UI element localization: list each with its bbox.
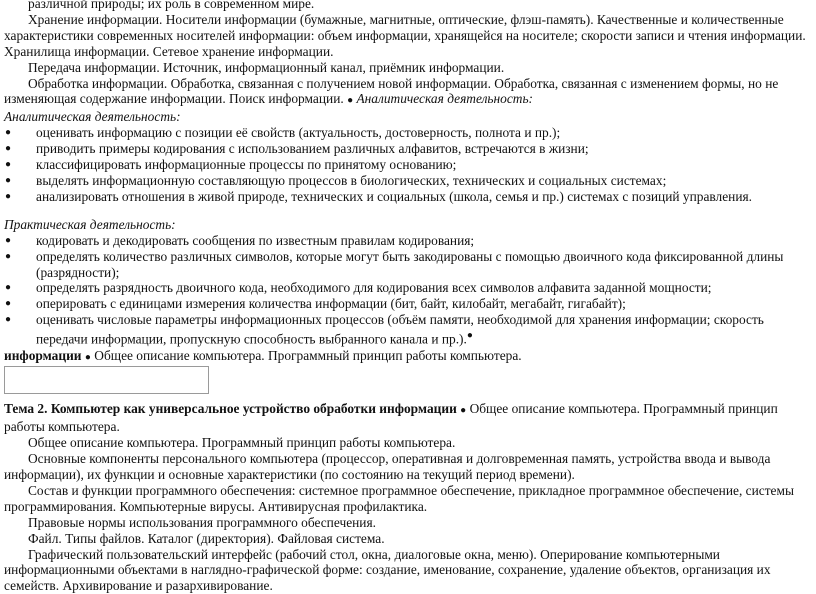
info-line-bold: информации — [4, 347, 82, 363]
paragraph-components: Основные компоненты персонального компьютера (процессор, оперативная и долговременная память, устройства ввода и вывода информации), их функции и основные характеристики (по состоянию на текущий период времени). — [4, 451, 771, 483]
bullet-icon: ● — [460, 405, 467, 417]
paragraph-top-fragment: различной природы; их роль в современном мире. — [28, 0, 315, 11]
topic-2-title: Тема 2. Компьютер как универсальное устройство обработки информации — [4, 401, 457, 417]
bullet-icon: ● — [5, 282, 12, 294]
paragraph-transfer: Передача информации. Источник, информационный канал, приёмник информации. — [28, 59, 505, 75]
bullet-icon: ● — [5, 143, 12, 155]
list-item — [4, 233, 812, 249]
paragraph-files: Файл. Типы файлов. Каталог (директория). Файловая система. — [28, 530, 385, 546]
analytic-inline-label: Аналитическая деятельность: — [356, 91, 534, 107]
list-item-text: приводить примеры кодирования с использованием различных алфавитов, встречаются в жизни; — [36, 141, 589, 157]
list-item — [4, 125, 812, 141]
list-item-text: анализировать отношения в живой природе, технических и социальных (школа, семья и пр.) системах с позиций управления. — [36, 188, 752, 204]
bullet-icon: ● — [5, 127, 12, 139]
list-item-text: классифицировать информационные процессы по принятому основанию; — [36, 157, 457, 173]
list-item — [4, 249, 812, 281]
empty-frame — [4, 366, 209, 394]
list-item — [4, 173, 812, 189]
bullet-icon: ● — [5, 174, 12, 186]
list-item — [4, 296, 812, 312]
list-item — [4, 312, 812, 347]
bullet-icon: ● — [5, 314, 12, 326]
bullet-icon: ● — [5, 159, 12, 171]
paragraph-general: Общее описание компьютера. Программный принцип работы компьютера. — [28, 435, 456, 451]
topic-2-heading — [4, 401, 812, 435]
processing-text: Обработка информации. Обработка, связанная с получением новой информации. Обработка, связанная с изменением формы, но не изменяющая содержание информации. Поиск информации. — [4, 75, 779, 107]
bullet-icon: ● — [5, 234, 12, 246]
list-item-text: выделять информационную составляющую процессов в биологических, технических и социальных системах; — [36, 172, 667, 188]
info-line-text: Общее описание компьютера. Программный принцип работы компьютера. — [94, 347, 522, 363]
list-item — [4, 189, 812, 205]
list-item-text: оценивать числовые параметры информационных процессов (объём памяти, необходимой для хранения информации; скорость передачи информации, пропускную способность выбранного канала и пр.). — [36, 312, 764, 347]
paragraph-software: Состав и функции программного обеспечения: системное программное обеспечение, прикладное программное обеспечение, системы программирования. Компьютерные вирусы. Антивирусная профилактика. — [4, 482, 794, 514]
practical-heading: Практическая деятельность: — [4, 216, 176, 232]
paragraph-storage: Хранение информации. Носители информации (бумажные, магнитные, оптические, флэш-память). Качественные и количественные характеристики современных носителей информации: объем информации, хранящейся на носителе; скорости записи и чтения информации. Хранилища информации. Сетевое хранение информации. — [4, 11, 806, 59]
list-item-text: определять разрядность двоичного кода, необходимого для кодирования всех символов алфавита заданной мощности; — [36, 280, 712, 296]
list-item-text: оперировать с единицами измерения количества информации (бит, байт, килобайт, мегабайт, гигабайт); — [36, 296, 626, 312]
bullet-icon: ● — [84, 351, 91, 363]
bullet-icon: ● — [5, 190, 12, 202]
spacer — [4, 205, 812, 217]
bullet-icon: ● — [5, 298, 12, 310]
list-item — [4, 141, 812, 157]
analytic-heading: Аналитическая деятельность: — [4, 109, 181, 125]
list-item-text: кодировать и декодировать сообщения по известным правилам кодирования; — [36, 232, 475, 248]
topic-2-text: Общее описание компьютера. Программный принцип работы компьютера. — [4, 401, 778, 435]
info-line — [4, 348, 812, 366]
analytic-list — [4, 125, 812, 205]
bullet-icon: ● — [466, 330, 473, 342]
list-item-text: определять количество различных символов, которые могут быть закодированы с помощью двоичного кода фиксированной длины (разрядности); — [36, 248, 784, 280]
bullet-icon: ● — [347, 95, 354, 107]
document-page — [4, 0, 812, 594]
paragraph-legal: Правовые нормы использования программного обеспечения. — [28, 514, 376, 530]
practical-list — [4, 233, 812, 348]
list-item-text: оценивать информацию с позиции её свойств (актуальность, достоверность, полнота и пр.); — [36, 125, 561, 141]
bullet-icon: ● — [5, 250, 12, 262]
paragraph-gui: Графический пользовательский интерфейс (рабочий стол, окна, диалоговые окна, меню). Оперирование компьютерными информационными объектами в наглядно-графической форме: создание, именование, сохранение, удаление объектов, организация их семейств. Архивирование и разархивирование. — [4, 546, 771, 594]
list-item — [4, 157, 812, 173]
list-item — [4, 280, 812, 296]
paragraph-processing — [4, 76, 812, 110]
